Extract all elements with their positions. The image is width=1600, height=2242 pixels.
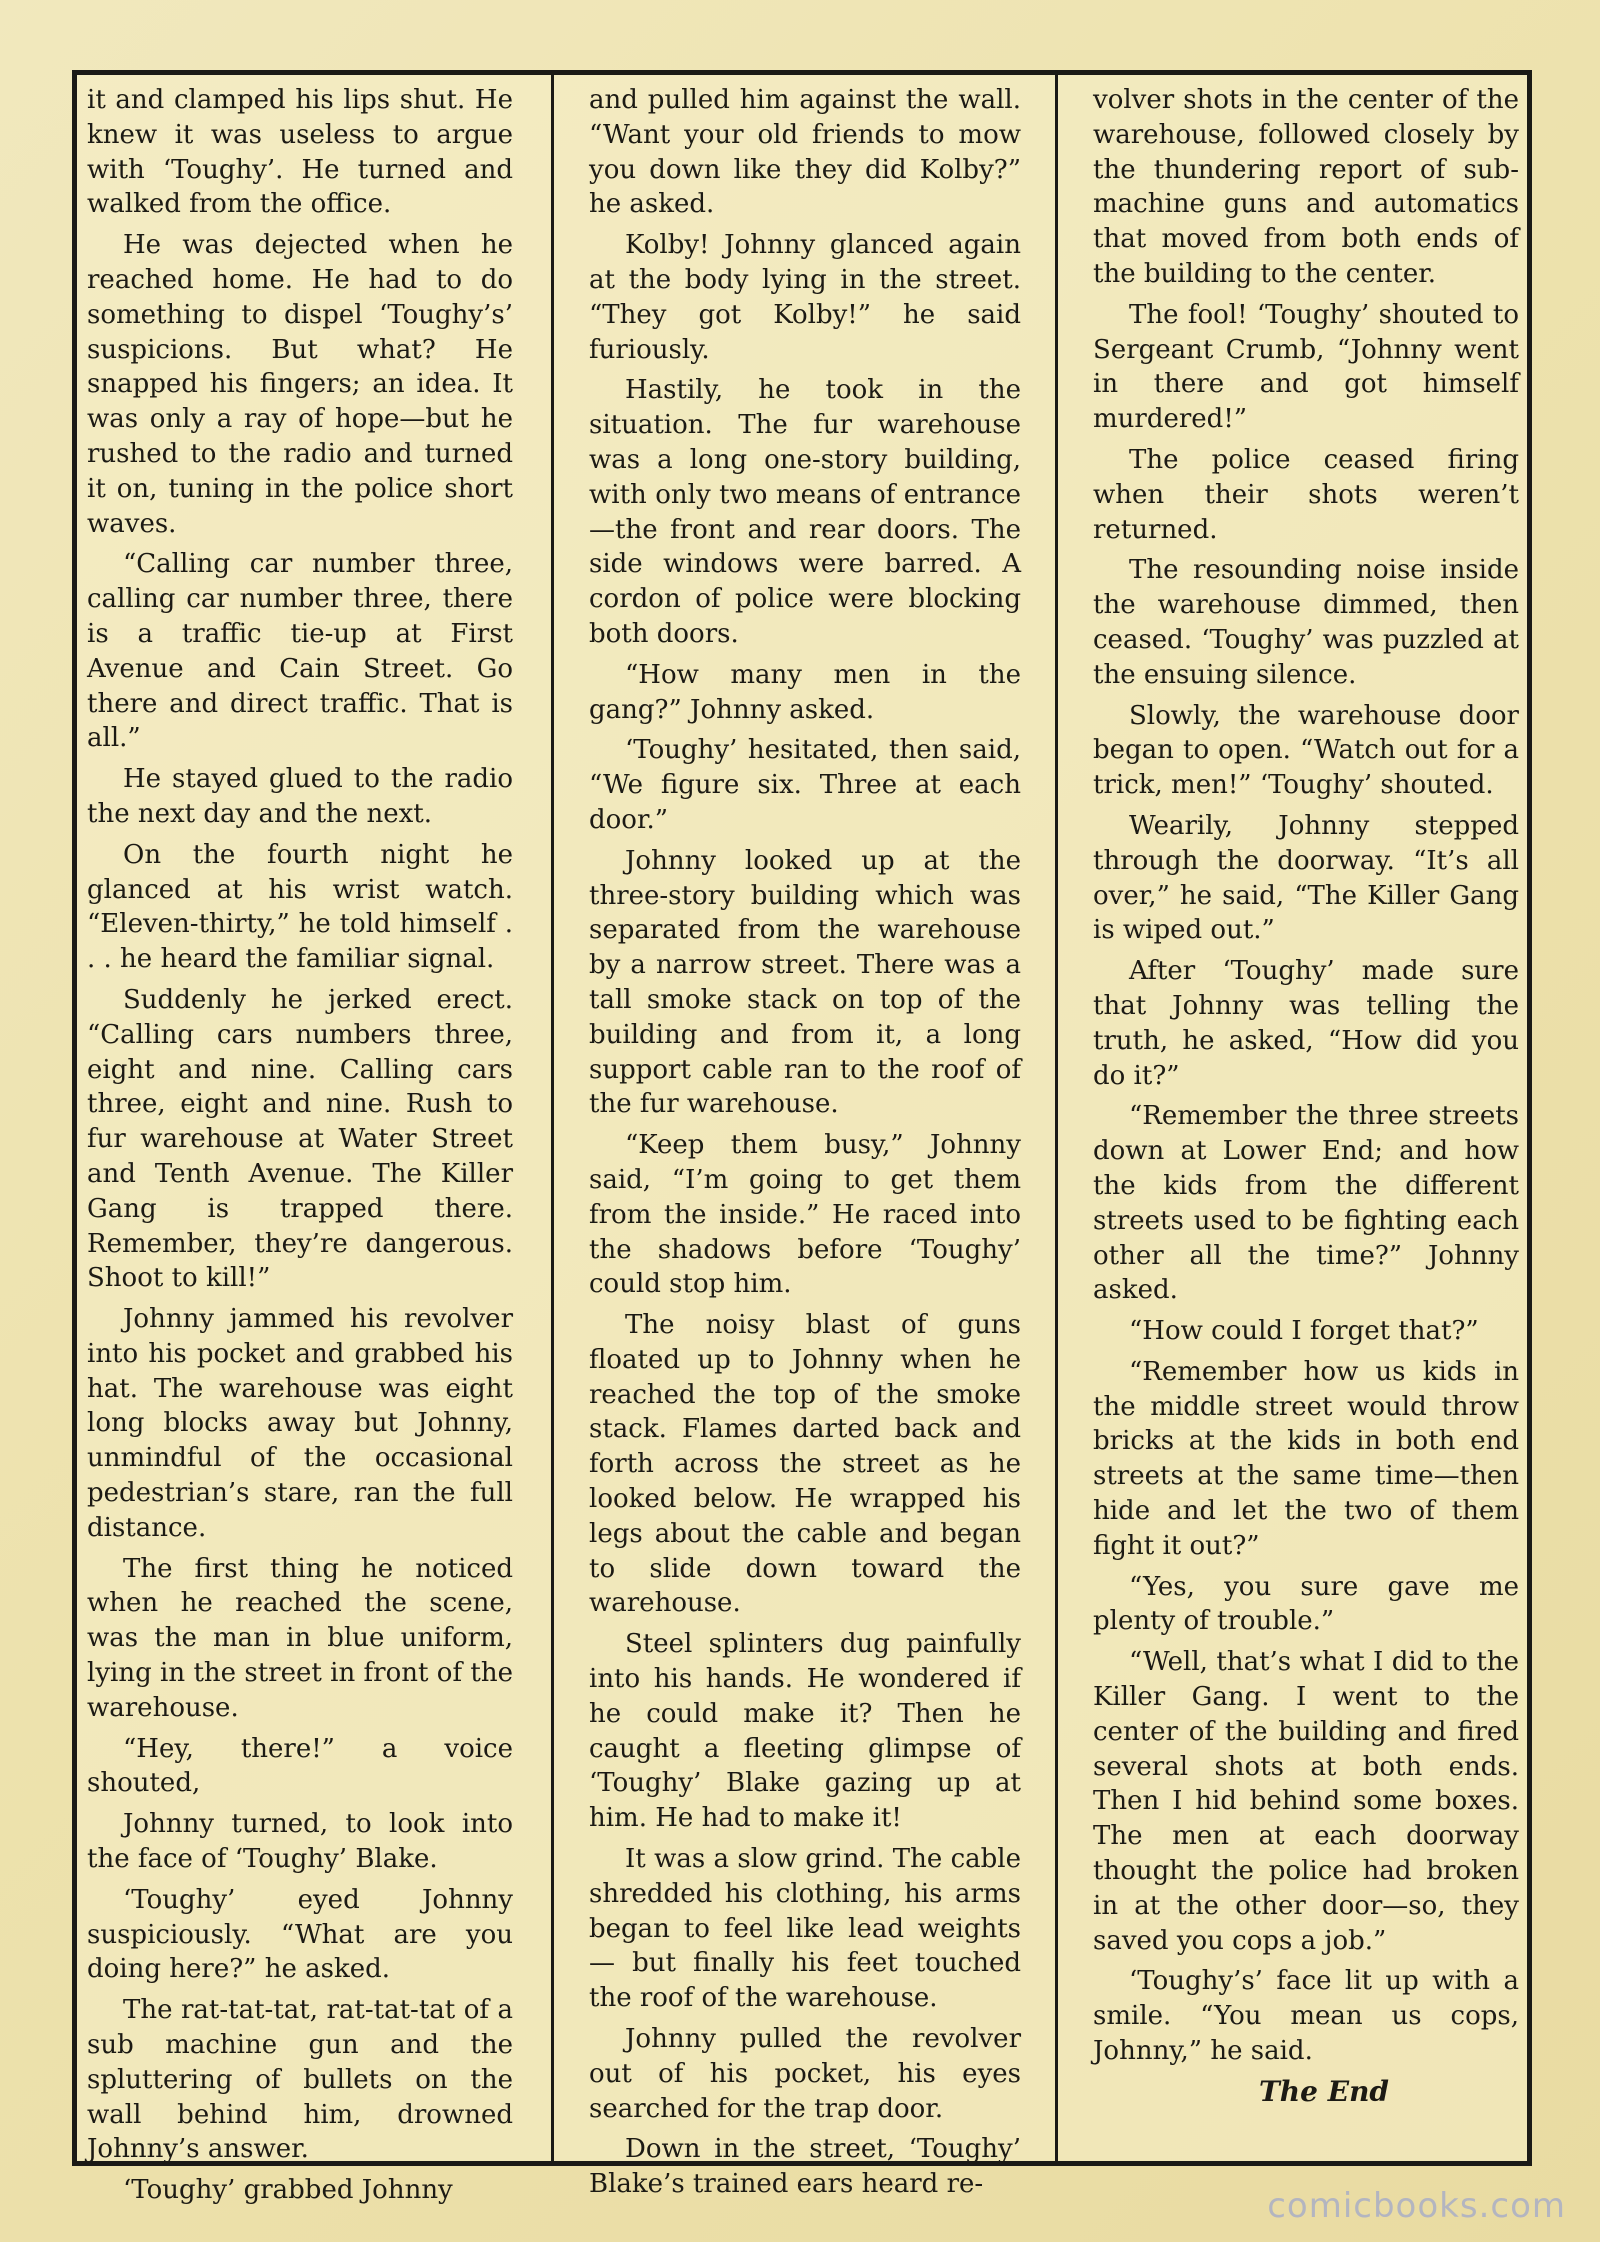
paragraph: He stayed glued to the radio the next day and the next. (87, 764, 513, 829)
text-column-2 (589, 83, 1021, 2200)
paragraph: Slowly, the warehouse door began to open. “Watch out for a trick, men!” ‘Toughy’ shouted. (1093, 700, 1519, 801)
paragraph: The first thing he noticed when he reached the scene, was the man in blue uniform, lying in the street in front of the warehouse. (87, 1553, 513, 1723)
paragraph: The fool! ‘Toughy’ shouted to Sergeant Crumb, “Johnny went in there and got himself murdered!” (1093, 299, 1519, 435)
text-column-3 (1093, 83, 1519, 2149)
paragraph: Johnny pulled the revolver out of his pocket, his eyes searched for the trap door. (589, 2024, 1021, 2124)
story-ending: The End (1258, 2074, 1390, 2108)
paragraph: The resounding noise inside the warehouse dimmed, then ceased. ‘Toughy’ was puzzled at the ensuing silence. (1093, 555, 1519, 690)
paragraph: Steel splinters dug painfully into his hands. He wondered if he could make it? Then he caught a fleeting glimpse of ‘Toughy’ Blake gazing up at him. He had to make it! (589, 1629, 1021, 1834)
paragraph: “Keep them busy,” Johnny said, “I’m going to get them from the inside.” He raced into the shadows before ‘Toughy’ could stop him. (589, 1130, 1021, 1300)
paragraph: “Remember the three streets down at Lower End; and how the kids from the different streets used to be fighting each other all the time?” Johnny asked. (1093, 1101, 1519, 1306)
paragraph: Suddenly he jerked erect. “Calling cars numbers three, eight and nine. Calling cars three, eight and nine. Rush to fur warehouse at Water Street and Tenth Avenue. The Killer Gang is trapped there. Remember, they’re dangerous. Shoot to kill!” (87, 984, 513, 1294)
paragraph: Down in the street, ‘Toughy’ Blake’s trained ears heard re- (589, 2134, 1021, 2200)
paragraph: The police ceased firing when their shots weren’t returned. (1093, 444, 1519, 545)
text-column-1 (87, 83, 513, 2206)
paragraph: Johnny jammed his revolver into his pocket and grabbed his hat. The warehouse was eight long blocks away but Johnny, unmindful of the occasional pedestrian’s stare, ran the full distance. (87, 1304, 513, 1543)
paragraph: Wearily, Johnny stepped through the doorway. “It’s all over,” he said, “The Killer Gang is wiped out.” (1093, 810, 1519, 946)
paragraph: “Yes, you sure gave me plenty of trouble.” (1093, 1571, 1519, 1637)
paragraph: Johnny turned, to look into the face of ‘Toughy’ Blake. (87, 1809, 513, 1875)
column-divider (1055, 75, 1058, 2161)
paragraph: Johnny looked up at the three-story building which was separated from the warehouse by a narrow street. There was a tall smoke stack on top of the building and from it, a long support cable ran to the roof of the fur warehouse. (589, 845, 1021, 1120)
paragraph: “Remember how us kids in the middle street would throw bricks at the kids in both end streets at the same time—then hide and let the two of them fight it out?” (1093, 1356, 1519, 1561)
paragraph: “Well, that’s what I did to the Killer Gang. I went to the center of the building and fired several shots at both ends. Then I hid behind some boxes. The men at each doorway thought the police had broken in at the other door—so, they saved you cops a job.” (1093, 1647, 1519, 1956)
column-divider (551, 75, 554, 2161)
paragraph: “How many men in the gang?” Johnny asked. (589, 659, 1021, 725)
paragraph: and pulled him against the wall. “Want your old friends to mow you down like they did Kolby?” he asked. (589, 85, 1021, 220)
watermark: comicbooks.com (1267, 2186, 1566, 2226)
paragraph: After ‘Toughy’ made sure that Johnny was telling the truth, he asked, “How did you do it?” (1093, 956, 1519, 1091)
paragraph: ‘Toughy’ eyed Johnny suspiciously. “What are you doing here?” he asked. (87, 1884, 513, 1985)
paragraph: It was a slow grind. The cable shredded his clothing, his arms began to feel like lead weights — but finally his feet touched the roof of the warehouse. (589, 1844, 1021, 2014)
paragraph: The noisy blast of guns floated up to Johnny when he reached the top of the smoke stack. Flames darted back and forth across the street as he looked below. He wrapped his legs about the cable and began to slide down toward the warehouse. (589, 1310, 1021, 1619)
paragraph: it and clamped his lips shut. He knew it was useless to argue with ‘Toughy’. He turned and walked from the office. (87, 85, 513, 220)
paragraph: Hastily, he took in the situation. The fur warehouse was a long one-story building, with only two means of entrance—the front and rear doors. The side windows were barred. A cordon of police were blocking both doors. (589, 375, 1021, 649)
paragraph: ‘Toughy’s’ face lit up with a smile. “You mean us cops, Johnny,” he said. (1093, 1966, 1519, 2067)
paragraph: Kolby! Johnny glanced again at the body lying in the street. “They got Kolby!” he said furiously. (589, 230, 1021, 365)
paragraph: ‘Toughy’ grabbed Johnny (123, 2175, 453, 2206)
text-frame (72, 70, 1532, 2206)
paragraph: The rat-tat-tat, rat-tat-tat of a sub machine gun and the spluttering of bullets on the wall behind him, drowned Johnny’s answer. (87, 1995, 513, 2165)
paragraph: “Calling car number three, calling car number three, there is a traffic tie-up at First Avenue and Cain Street. Go there and direct traffic. That is all.” (87, 549, 513, 754)
paragraph: “How could I forget that?” (1129, 1316, 1479, 1347)
paragraph: ‘Toughy’ hesitated, then said, “We figure six. Three at each door.” (589, 735, 1021, 835)
paragraph: “Hey, there!” a voice shouted, (87, 1733, 513, 1799)
paragraph: On the fourth night he glanced at his wrist watch. “Eleven-thirty,” he told himself . . . he heard the familiar signal. (87, 839, 513, 975)
paragraph: volver shots in the center of the warehouse, followed closely by the thundering report of sub-machine guns and automatics that moved from both ends of the building to the center. (1093, 85, 1519, 289)
paragraph: He was dejected when he reached home. He had to do something to dispel ‘Toughy’s’ suspicions. But what? He snapped his fingers; an idea. It was only a ray of hope—but he rushed to the radio and turned it on, tuning in the police short waves. (87, 230, 513, 539)
